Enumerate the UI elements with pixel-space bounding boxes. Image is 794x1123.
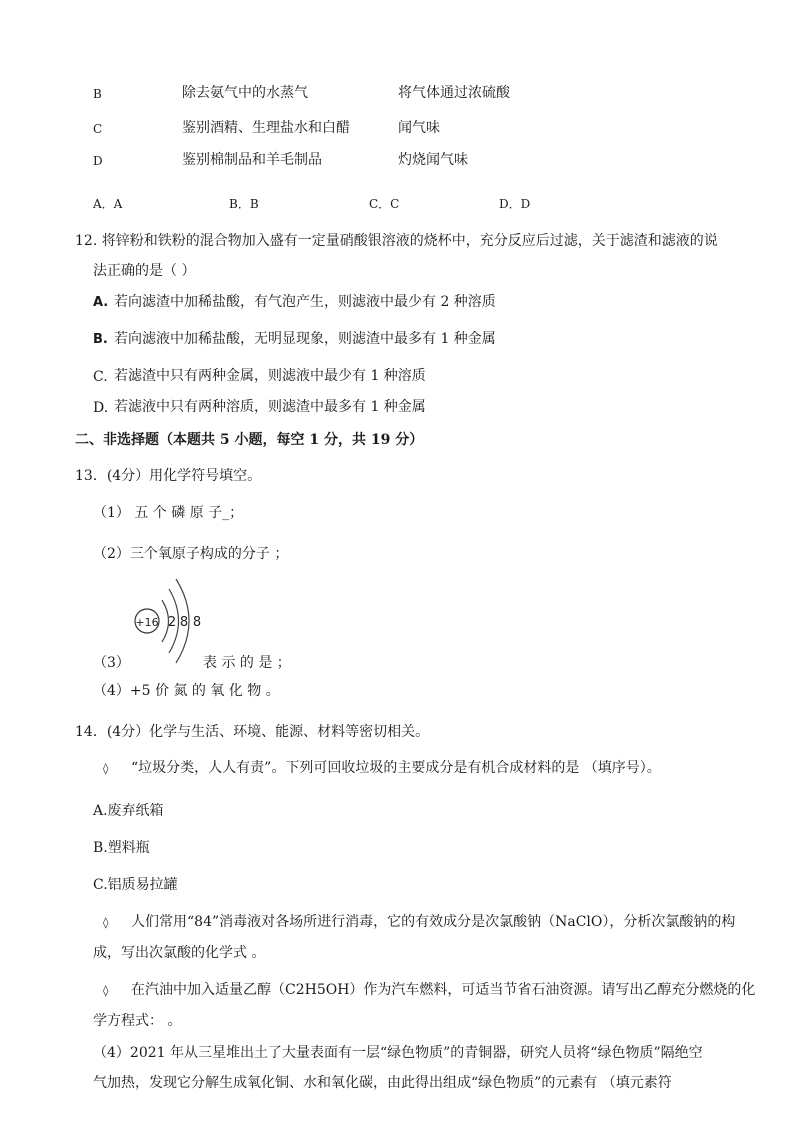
option-c: C.铝质易拉罐 — [93, 877, 178, 893]
option-label: A. — [93, 295, 109, 310]
option-text: 若向滤液中加稀盐酸，无明显现象，则滤渣中最多有 1 种金属 — [114, 331, 496, 347]
option-a: A.废弃纸箱 — [93, 803, 164, 819]
row-purpose: 鉴别酒精、生理盐水和白醋 — [182, 120, 350, 136]
option-label: C. — [93, 369, 108, 385]
sub-item-4-line1: （4）2021 年从三星堆出土了大量表面有一层“绿色物质”的青铜器，研究人员将“绿色物质”隔绝空 — [93, 1045, 703, 1061]
row-method: 将气体通过浓硫酸 — [398, 85, 510, 101]
choice-a: A．A — [93, 197, 123, 211]
sub-item-2-line2: 成，写出次氯酸的化学式 。 — [93, 945, 266, 961]
row-method: 灼烧闻气味 — [398, 152, 468, 168]
shell-1-electrons: 2 — [167, 615, 177, 630]
option-label: D. — [93, 400, 109, 416]
nucleus-charge: +16 — [135, 616, 159, 629]
choice-c: C．C — [369, 197, 400, 211]
option-label: B. — [93, 332, 108, 347]
question-stem: 12. 将锌粉和铁粉的混合物加入盛有一定量硝酸银溶液的烧杯中，充分反应后过滤，关于滤渣和滤液的说 — [75, 233, 718, 249]
sub-item-2: （2）三个氧原子构成的分子 ； — [93, 546, 289, 562]
sub-marker: ◊ — [103, 984, 109, 997]
sub-item-3-line2: 学方程式： 。 — [93, 1013, 182, 1029]
question-stem-cont: 法正确的是（ ） — [93, 263, 196, 279]
option-text: 若向滤渣中加稀盐酸，有气泡产生，则滤液中最少有 2 种溶质 — [114, 294, 496, 310]
sub-item-3-label: （3） — [93, 655, 130, 671]
sub-item-3-text: 表 示 的 是 ； — [203, 655, 291, 671]
choice-b: B．B — [229, 197, 259, 211]
row-letter: D — [93, 154, 103, 168]
option-text: 若滤渣中只有两种金属，则滤液中最少有 1 种溶质 — [114, 368, 426, 384]
sub-item-2-line1: 人们常用“84”消毒液对各场所进行消毒，它的有效成分是次氯酸钠（NaClO），分析次氯酸钠的构 — [131, 914, 736, 930]
sub-item-4-line2: 气加热，发现它分解生成氧化铜、水和氧化碳，由此得出组成“绿色物质”的元素有 （填元素符 — [93, 1075, 672, 1091]
sub-marker: ◊ — [103, 762, 109, 775]
option-b: B.塑料瓶 — [93, 840, 150, 856]
sub-item-1: （1） 五 个 磷 原 子_； — [93, 505, 244, 521]
row-letter: C — [93, 122, 103, 136]
row-purpose: 鉴别棉制品和羊毛制品 — [182, 152, 322, 168]
sub-item-1: “垃圾分类，人人有责”。下列可回收垃圾的主要成分是有机合成材料的是 （填序号）。 — [131, 760, 661, 776]
question-stem: 14．(4分）化学与生活、环境、能源、材料等密切相关。 — [75, 724, 430, 740]
row-purpose: 除去氨气中的水蒸气 — [182, 85, 308, 101]
sub-item-3-line1: 在汽油中加入适量乙醇（C2H5OH）作为汽车燃料，可适当节省石油资源。请写出乙醇充分燃烧的化 — [131, 982, 756, 998]
sub-item-4: （4）+5 价 氮 的 氧 化 物 。 — [93, 683, 280, 699]
sub-marker: ◊ — [103, 916, 109, 929]
row-method: 闻气味 — [398, 120, 440, 136]
choice-d: D．D — [499, 197, 531, 211]
shell-2-electrons: 8 — [179, 615, 189, 630]
row-letter: B — [93, 87, 102, 101]
question-stem: 13．(4分）用化学符号填空。 — [75, 468, 262, 484]
shell-3-electrons: 8 — [192, 615, 202, 630]
section-title: 二、非选择题（本题共 5 小题，每空 1 分，共 19 分） — [75, 432, 424, 448]
atom-structure-diagram — [125, 574, 215, 666]
option-text: 若滤液中只有两种溶质，则滤渣中最多有 1 种金属 — [114, 399, 426, 415]
